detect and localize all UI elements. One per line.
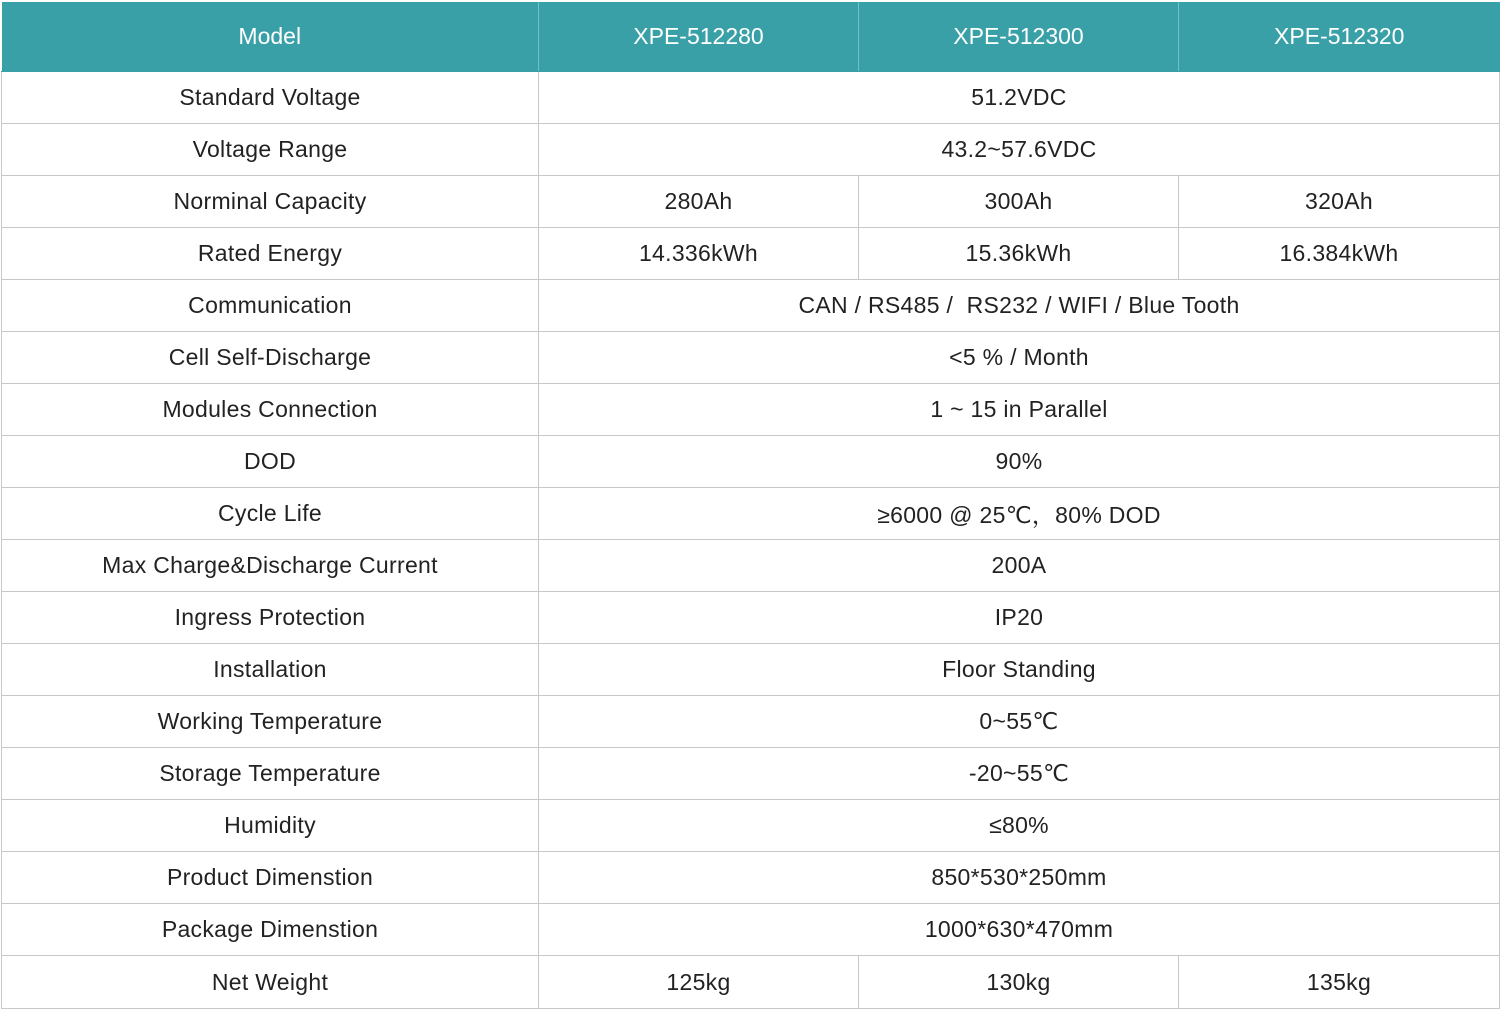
row-value-xpe-512320: 135kg: [1179, 956, 1500, 1009]
table-row: [2, 228, 1500, 280]
spec-table-body: [2, 72, 1500, 1009]
row-value: ≤80%: [539, 800, 1500, 852]
row-value: 850*530*250mm: [539, 852, 1500, 904]
row-value-xpe-512300: 15.36kWh: [859, 228, 1179, 280]
row-label: Cell Self-Discharge: [2, 332, 539, 384]
table-row: [2, 592, 1500, 644]
row-label: Cycle Life: [2, 488, 539, 540]
row-label: Package Dimenstion: [2, 904, 539, 956]
row-value-xpe-512280: 125kg: [539, 956, 859, 1009]
header-row: [2, 2, 1500, 72]
row-value: -20~55℃: [539, 748, 1500, 800]
row-value-xpe-512300: 130kg: [859, 956, 1179, 1009]
row-label: Net Weight: [2, 956, 539, 1009]
row-value: 43.2~57.6VDC: [539, 124, 1500, 176]
row-label: Voltage Range: [2, 124, 539, 176]
table-row: [2, 280, 1500, 332]
table-row: [2, 644, 1500, 696]
row-label: Max Charge&Discharge Current: [2, 540, 539, 592]
table-row: [2, 332, 1500, 384]
table-row: [2, 696, 1500, 748]
row-label: Humidity: [2, 800, 539, 852]
header-model-xpe-512280: XPE-512280: [539, 2, 859, 72]
table-row: [2, 436, 1500, 488]
row-label: Installation: [2, 644, 539, 696]
spec-table-header: [2, 2, 1500, 72]
row-label: Modules Connection: [2, 384, 539, 436]
table-row: [2, 124, 1500, 176]
header-model-xpe-512320: XPE-512320: [1179, 2, 1500, 72]
row-value-xpe-512300: 300Ah: [859, 176, 1179, 228]
table-row: [2, 800, 1500, 852]
row-value: 1 ~ 15 in Parallel: [539, 384, 1500, 436]
table-row: [2, 540, 1500, 592]
row-label: Working Temperature: [2, 696, 539, 748]
table-row: [2, 904, 1500, 956]
row-label: Storage Temperature: [2, 748, 539, 800]
table-row: [2, 852, 1500, 904]
row-value: 1000*630*470mm: [539, 904, 1500, 956]
row-label: Rated Energy: [2, 228, 539, 280]
row-value: 90%: [539, 436, 1500, 488]
row-value: 200A: [539, 540, 1500, 592]
table-row: [2, 488, 1500, 540]
header-model-xpe-512300: XPE-512300: [859, 2, 1179, 72]
row-label: Communication: [2, 280, 539, 332]
table-row: [2, 72, 1500, 124]
row-label: Product Dimenstion: [2, 852, 539, 904]
row-value-xpe-512280: 14.336kWh: [539, 228, 859, 280]
row-value: Floor Standing: [539, 644, 1500, 696]
table-row: [2, 748, 1500, 800]
header-model-label: Model: [2, 2, 539, 72]
row-value: ≥6000 @ 25℃，80% DOD: [539, 488, 1500, 540]
row-value: CAN / RS485 / RS232 / WIFI / Blue Tooth: [539, 280, 1500, 332]
table-row: [2, 176, 1500, 228]
table-row: [2, 956, 1500, 1009]
row-label: Standard Voltage: [2, 72, 539, 124]
row-value: <5 % / Month: [539, 332, 1500, 384]
row-value: IP20: [539, 592, 1500, 644]
spec-table: [1, 2, 1500, 1009]
table-row: [2, 384, 1500, 436]
row-label: DOD: [2, 436, 539, 488]
row-label: Norminal Capacity: [2, 176, 539, 228]
row-label: Ingress Protection: [2, 592, 539, 644]
row-value: 0~55℃: [539, 696, 1500, 748]
row-value-xpe-512280: 280Ah: [539, 176, 859, 228]
row-value: 51.2VDC: [539, 72, 1500, 124]
row-value-xpe-512320: 16.384kWh: [1179, 228, 1500, 280]
row-value-xpe-512320: 320Ah: [1179, 176, 1500, 228]
